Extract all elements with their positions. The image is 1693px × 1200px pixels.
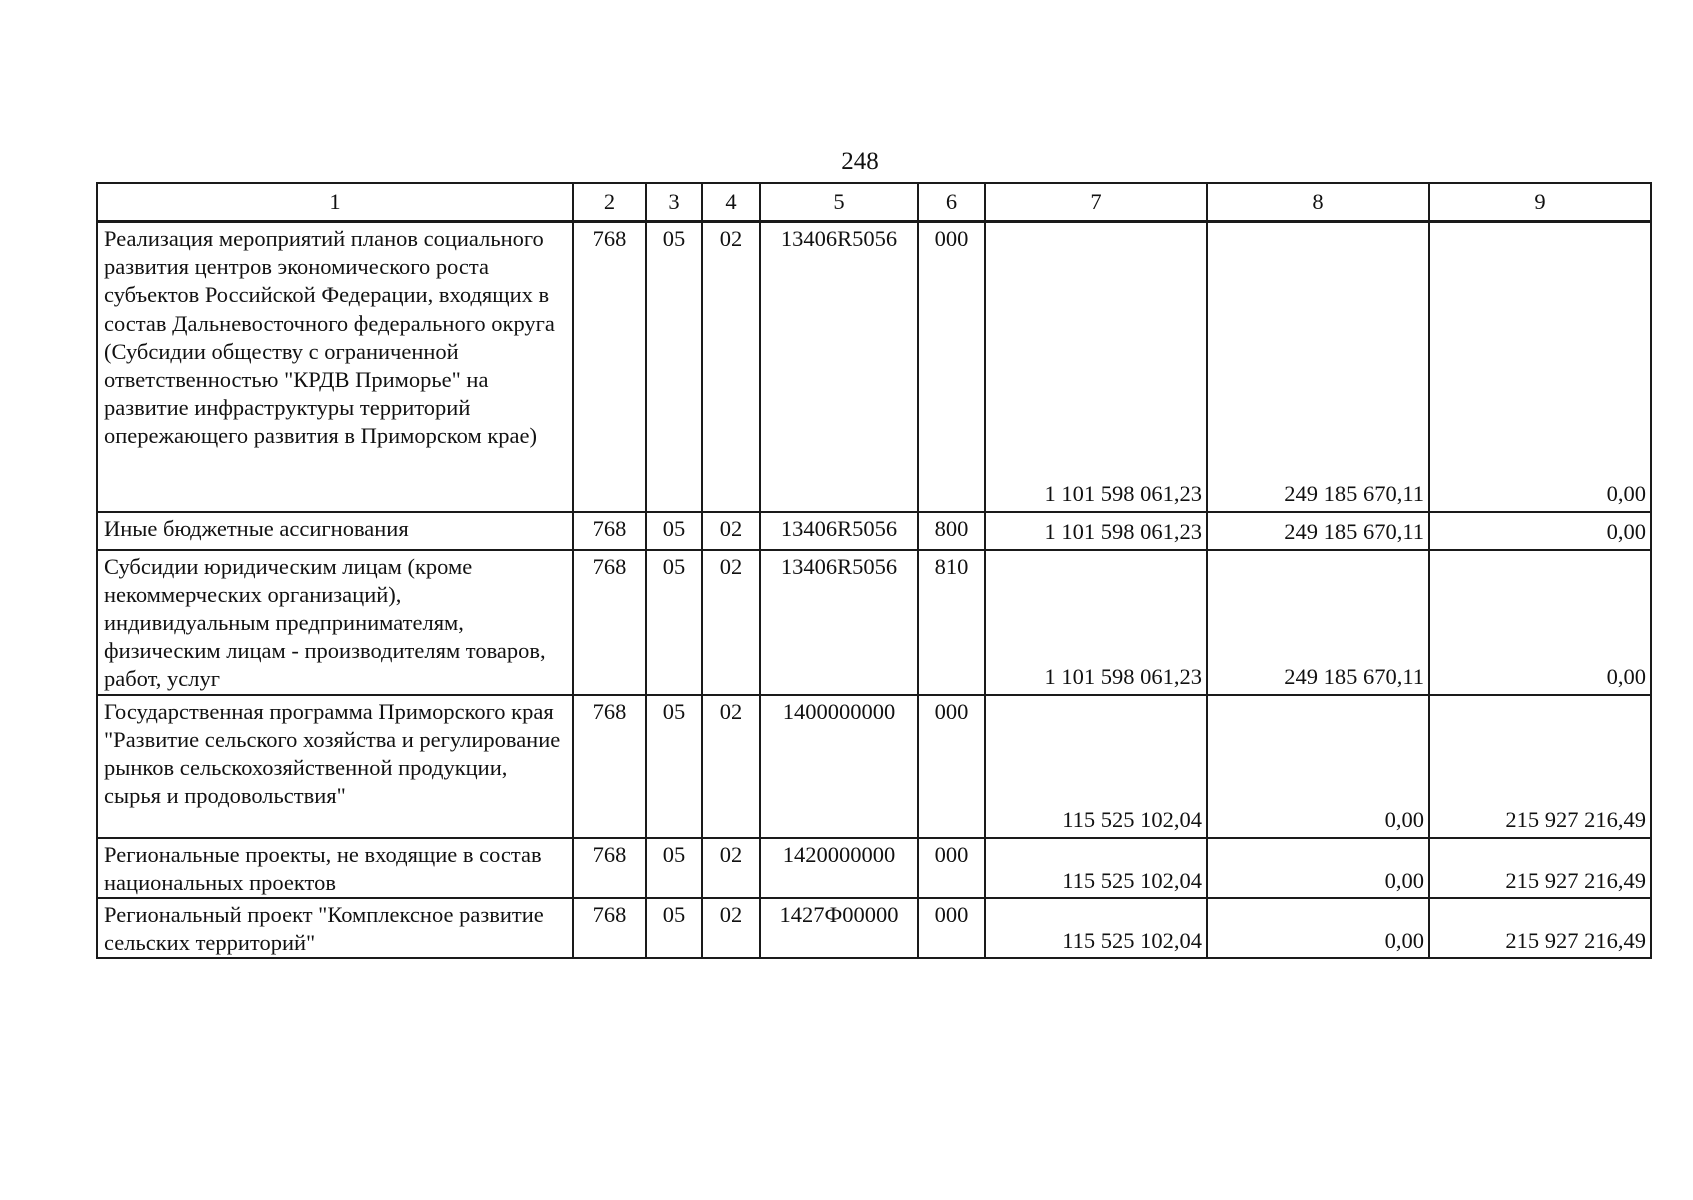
row-code-3: 05 (646, 695, 702, 838)
row-amount-7: 1 101 598 061,23 (985, 550, 1207, 695)
row-code-3: 05 (646, 550, 702, 695)
row-amount-9: 0,00 (1429, 512, 1651, 550)
row-amount-8: 249 185 670,11 (1207, 222, 1429, 512)
budget-table (96, 182, 1652, 959)
row-code-4: 02 (702, 222, 760, 512)
row-code-3: 05 (646, 512, 702, 550)
row-amount-9: 215 927 216,49 (1429, 898, 1651, 958)
row-code-6: 000 (918, 838, 985, 898)
row-code-2: 768 (573, 898, 646, 958)
row-code-5: 13406R5056 (760, 512, 918, 550)
row-amount-9: 0,00 (1429, 222, 1651, 512)
row-amount-8: 0,00 (1207, 838, 1429, 898)
row-amount-7: 115 525 102,04 (985, 838, 1207, 898)
row-name: Реализация мероприятий планов социального развития центров экономического роста субъектов Российской Федерации, входящих в состав Дальневосточного федерального округа (Субсидии обществу с ограниченной ответственностью "КРДВ Приморье" на развитие инфраструктуры территорий опережающего развития в Приморском крае) (97, 222, 573, 512)
row-name: Иные бюджетные ассигнования (97, 512, 573, 550)
row-code-5: 13406R5056 (760, 222, 918, 512)
row-name: Субсидии юридическим лицам (кроме некоммерческих организаций), индивидуальным предпринимателям, физическим лицам - производителям товаров, работ, услуг (97, 550, 573, 695)
row-amount-9: 215 927 216,49 (1429, 695, 1651, 838)
header-col-8: 8 (1207, 183, 1429, 222)
row-code-2: 768 (573, 512, 646, 550)
row-code-4: 02 (702, 695, 760, 838)
row-code-4: 02 (702, 512, 760, 550)
row-code-3: 05 (646, 898, 702, 958)
table-row (97, 550, 1651, 695)
row-amount-7: 115 525 102,04 (985, 695, 1207, 838)
header-col-2: 2 (573, 183, 646, 222)
header-col-9: 9 (1429, 183, 1651, 222)
row-amount-7: 1 101 598 061,23 (985, 512, 1207, 550)
row-code-5: 1420000000 (760, 838, 918, 898)
row-code-5: 1400000000 (760, 695, 918, 838)
row-code-6: 000 (918, 898, 985, 958)
row-amount-8: 249 185 670,11 (1207, 512, 1429, 550)
table-row (97, 222, 1651, 512)
row-amount-9: 215 927 216,49 (1429, 838, 1651, 898)
table-row (97, 695, 1651, 838)
row-code-6: 000 (918, 695, 985, 838)
row-code-6: 000 (918, 222, 985, 512)
row-code-5: 13406R5056 (760, 550, 918, 695)
row-code-3: 05 (646, 838, 702, 898)
row-code-6: 810 (918, 550, 985, 695)
header-col-7: 7 (985, 183, 1207, 222)
row-code-5: 1427Ф00000 (760, 898, 918, 958)
row-code-4: 02 (702, 898, 760, 958)
row-amount-8: 249 185 670,11 (1207, 550, 1429, 695)
table-row (97, 838, 1651, 898)
row-name: Региональные проекты, не входящие в состав национальных проектов (97, 838, 573, 898)
row-code-3: 05 (646, 222, 702, 512)
header-col-4: 4 (702, 183, 760, 222)
table-row (97, 512, 1651, 550)
page-number: 248 (841, 148, 879, 175)
row-code-2: 768 (573, 838, 646, 898)
table-row (97, 898, 1651, 958)
row-amount-7: 1 101 598 061,23 (985, 222, 1207, 512)
row-amount-7: 115 525 102,04 (985, 898, 1207, 958)
row-code-2: 768 (573, 695, 646, 838)
row-code-2: 768 (573, 222, 646, 512)
header-col-5: 5 (760, 183, 918, 222)
row-code-4: 02 (702, 838, 760, 898)
header-col-1: 1 (97, 183, 573, 222)
row-amount-8: 0,00 (1207, 898, 1429, 958)
row-amount-8: 0,00 (1207, 695, 1429, 838)
row-name: Региональный проект "Комплексное развитие сельских территорий" (97, 898, 573, 958)
row-amount-9: 0,00 (1429, 550, 1651, 695)
header-col-3: 3 (646, 183, 702, 222)
row-code-6: 800 (918, 512, 985, 550)
header-col-6: 6 (918, 183, 985, 222)
row-name: Государственная программа Приморского края "Развитие сельского хозяйства и регулирование рынков сельскохозяйственной продукции, сырья и продовольствия" (97, 695, 573, 838)
table-header-row (97, 183, 1651, 222)
row-code-4: 02 (702, 550, 760, 695)
row-code-2: 768 (573, 550, 646, 695)
